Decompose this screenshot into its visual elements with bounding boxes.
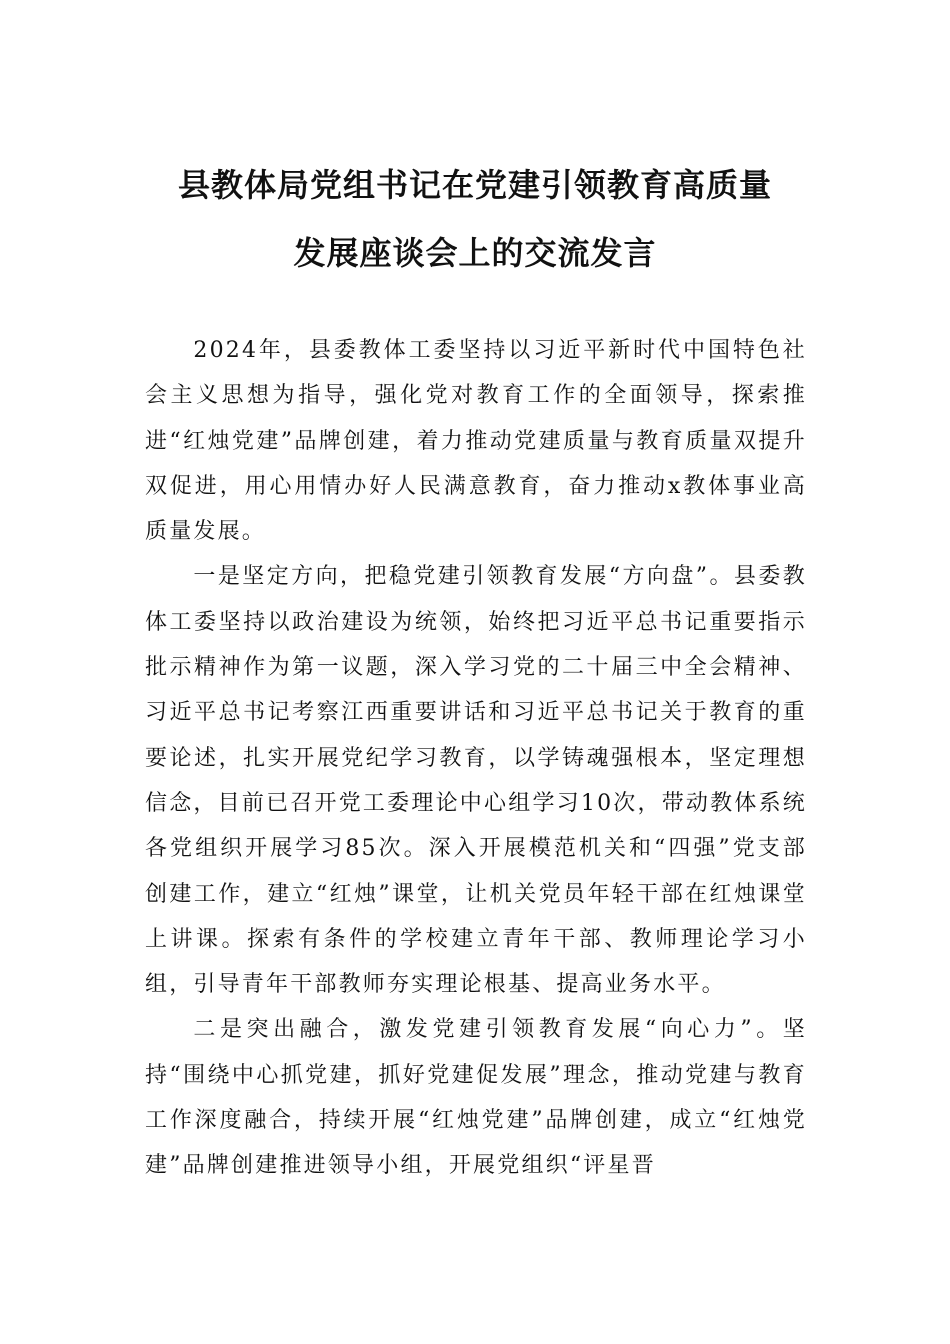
document-title-line-2: 发展座谈会上的交流发言	[293, 234, 657, 272]
document-title-line-1: 县教体局党组书记在党建引领教育高质量	[177, 166, 772, 204]
paragraph-intro: 2024年，县委教体工委坚持以习近平新时代中国特色社会主义思想为指导，强化党对教育工作的全面领导，探索推进“红烛党建”品牌创建，着力推动党建质量与教育质量双提升双促进，用心用情办好人民满意教育，奋力推动x教体事业高质量发展。	[145, 338, 807, 545]
paragraph-point-one: 一是坚定方向，把稳党建引领教育发展“方向盘”。县委教体工委坚持以政治建设为统领，始终把习近平总书记重要指示批示精神作为第一议题，深入学习党的二十届三中全会精神、习近平总书记考察江西重要讲话和习近平总书记关于教育的重要论述，扎实开展党纪学习教育，以学铸魂强根本，坚定理想信念，目前已召开党工委理论中心组学习10次，带动教体系统各党组织开展学习85次。深入开展模范机关和“四强”党支部创建工作，建立“红烛”课堂，让机关党员年轻干部在红烛课堂上讲课。探索有条件的学校建立青年干部、教师理论学习小组，引导青年干部教师夯实理论根基、提高业务水平。	[145, 564, 807, 998]
document-body	[145, 328, 807, 1189]
paragraph-point-two: 二是突出融合，激发党建引领教育发展“向心力”。坚持“围绕中心抓党建，抓好党建促发展”理念，推动党建与教育工作深度融合，持续开展“红烛党建”品牌创建，成立“红烛党建”品牌创建推进领导小组，开展党组织“评星晋	[145, 1017, 807, 1179]
